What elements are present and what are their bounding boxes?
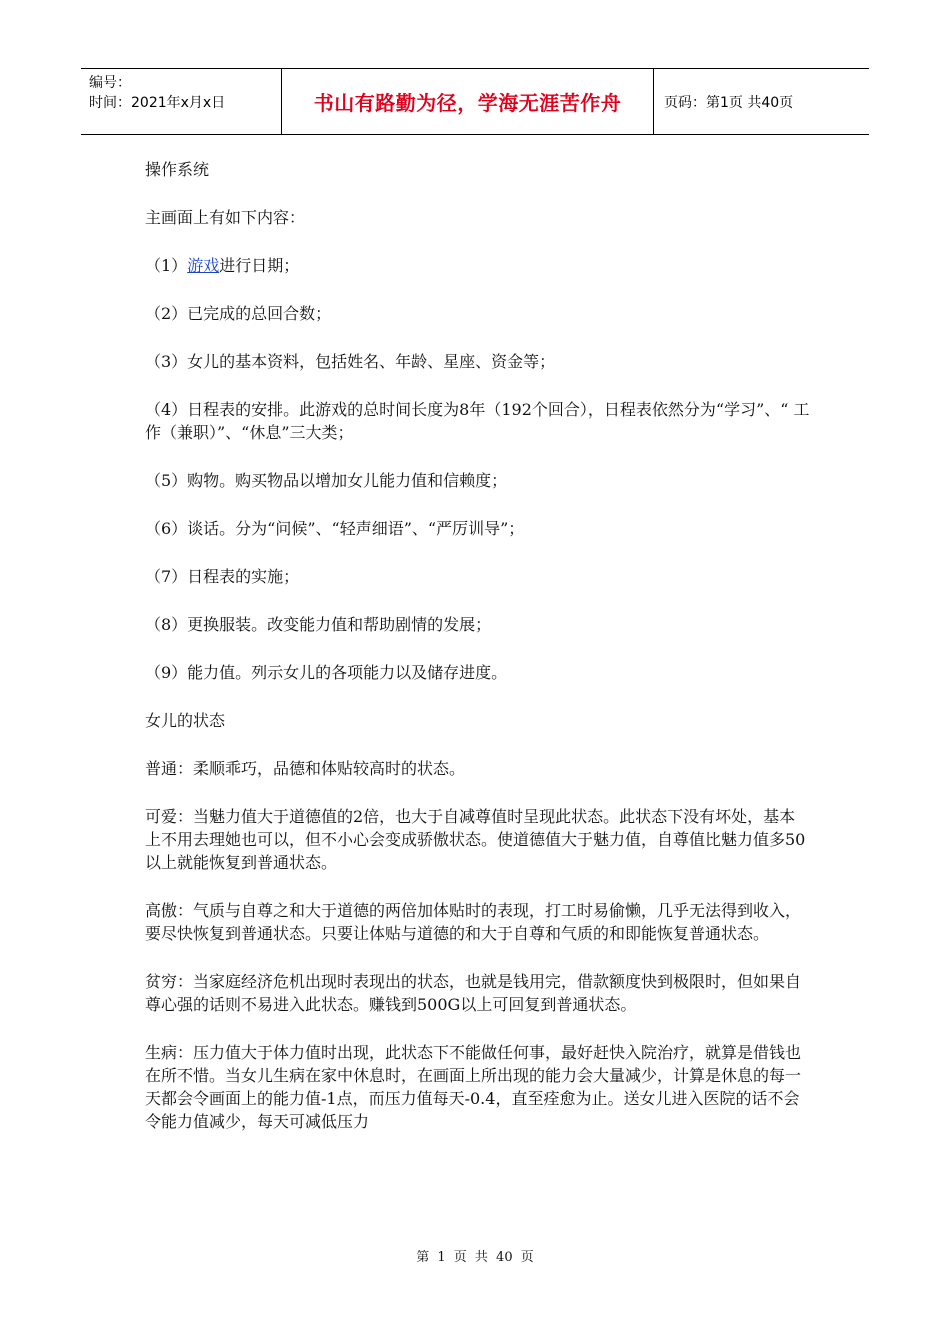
state-poor-paragraph: 贫穷：当家庭经济危机出现时表现出的状态，也就是钱用完，借款额度快到极限时，但如果自尊心强的话则不易进入此状态。赚钱到500G以上可回复到普通状态。 xyxy=(145,972,802,1014)
section-title-operating-system: 操作系统 xyxy=(145,160,210,179)
list-item: （6）谈话。分为“问候”、“轻声细语”、“严厉训导”； xyxy=(145,519,525,538)
list-item xyxy=(145,254,810,277)
document-date-label: 时间：2021年x月x日 xyxy=(89,95,226,111)
document-number-label: 编号： xyxy=(89,75,131,91)
header-meta xyxy=(81,69,282,134)
list-item: （2）已完成的总回合数； xyxy=(145,304,332,323)
header-page-info: 页码：第1页 共40页 xyxy=(664,94,794,111)
list-item-prefix: （1） xyxy=(145,256,188,275)
intro-paragraph: 主画面上有如下内容： xyxy=(145,208,306,227)
list-item: （3）女儿的基本资料，包括姓名、年龄、星座、资金等； xyxy=(145,352,556,371)
game-link[interactable]: 游戏 xyxy=(187,256,220,275)
list-item-text: 进行日期； xyxy=(219,256,300,275)
list-item: （5）购物。购买物品以增加女儿能力值和信赖度； xyxy=(145,471,508,490)
document-body xyxy=(145,158,810,1158)
page-header xyxy=(81,68,869,135)
list-item: （4）日程表的安排。此游戏的总时间长度为8年（192个回合），日程表依然分为“学习”、“ 工作（兼职）”、“休息”三大类； xyxy=(145,400,810,442)
state-sick-paragraph: 生病：压力值大于体力值时出现，此状态下不能做任何事，最好赶快入院治疗，就算是借钱也在所不惜。当女儿生病在家中休息时，在画面上所出现的能力会大量减少，计算是休息的每一天都会令画面上的能力值-1点，而压力值每天-0.4，直至痊愈为止。送女儿进入医院的话不会令能力值减少，每天可减低压力 xyxy=(145,1043,802,1131)
list-item: （8）更换服装。改变能力值和帮助剧情的发展； xyxy=(145,615,492,634)
state-normal-paragraph: 普通：柔顺乖巧，品德和体贴较高时的状态。 xyxy=(145,759,466,778)
page-footer: 第 1 页 共 40 页 xyxy=(416,1250,534,1265)
state-proud-paragraph: 高傲：气质与自尊之和大于道德的两倍加体贴时的表现，打工时易偷懒，几乎无法得到收入，要尽快恢复到普通状态。只要让体贴与道德的和大于自尊和气质的和即能恢复普通状态。 xyxy=(145,901,802,943)
state-cute-paragraph: 可爱：当魅力值大于道德值的2倍，也大于自减尊值时呈现此状态。此状态下没有坏处，基本上不用去理她也可以，但不小心会变成骄傲状态。使道德值大于魅力值，自尊值比魅力值多50以上就能恢复到普通状态。 xyxy=(145,807,806,872)
list-item: （7）日程表的实施； xyxy=(145,567,300,586)
list-item: （9）能力值。列示女儿的各项能力以及储存进度。 xyxy=(145,663,508,682)
header-motto: 书山有路勤为径，学海无涯苦作舟 xyxy=(282,69,654,134)
section-title-daughter-state: 女儿的状态 xyxy=(145,711,226,730)
